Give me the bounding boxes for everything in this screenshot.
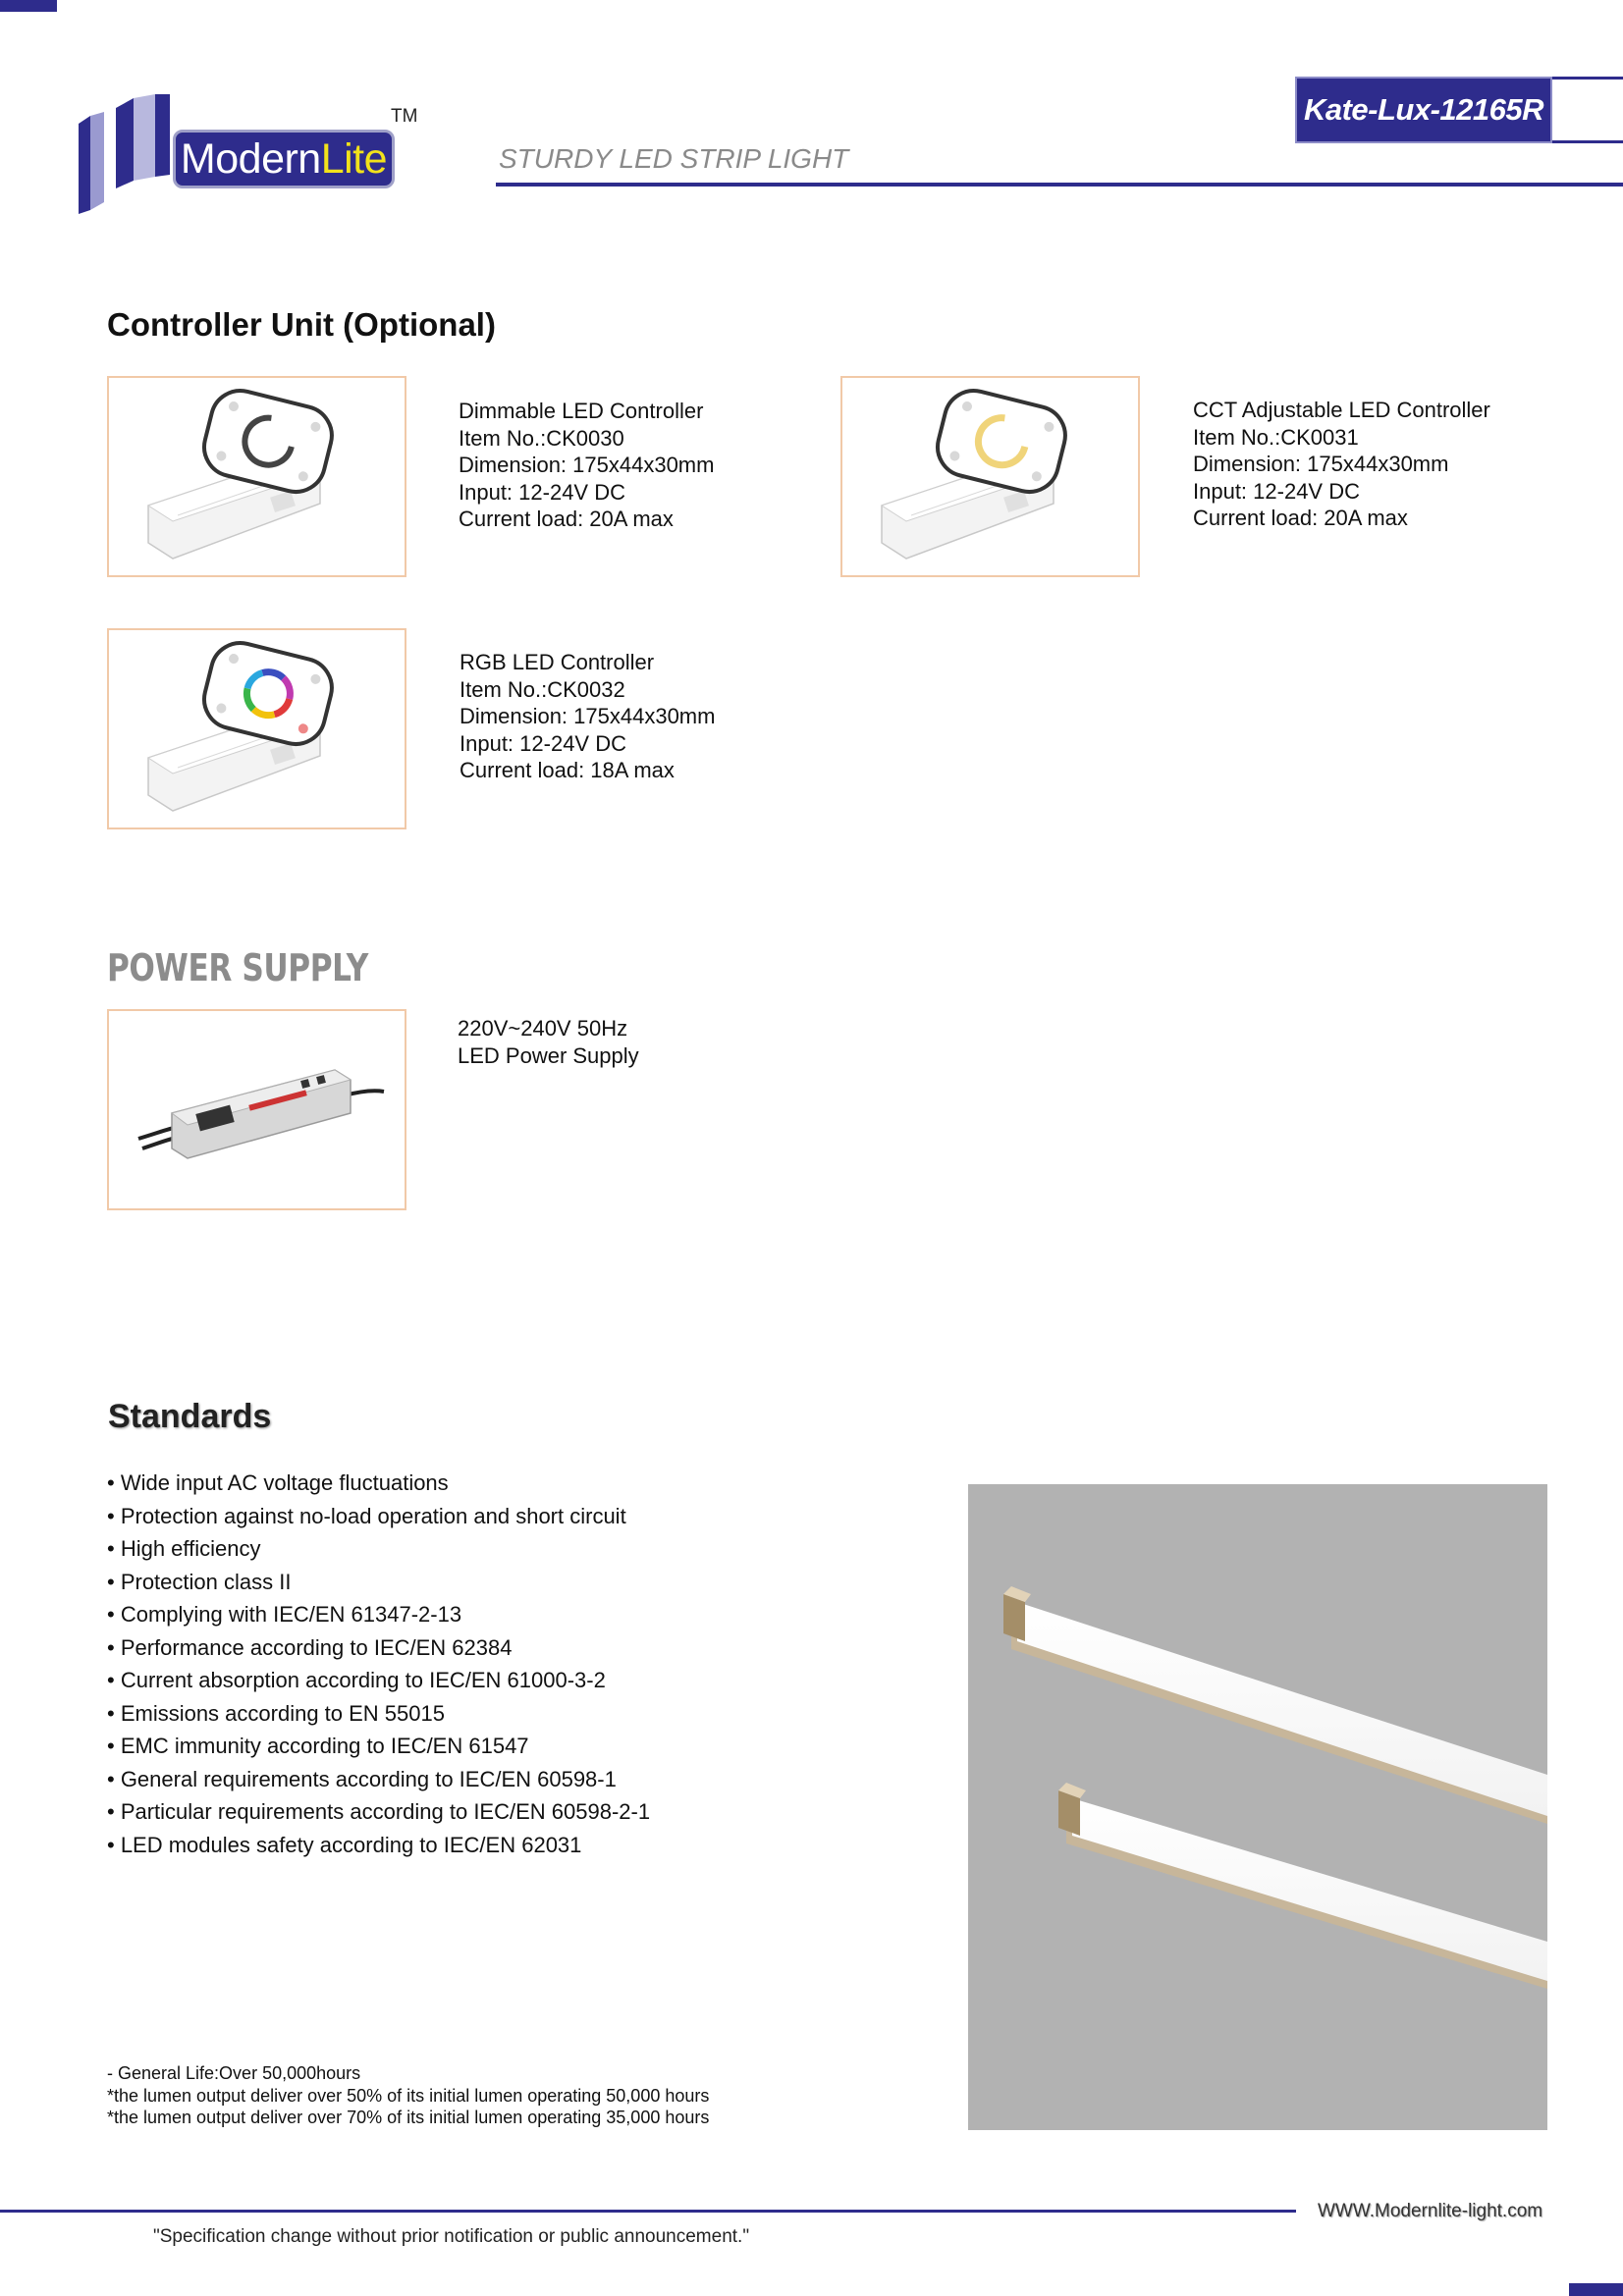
power-supply-title: POWER SUPPLY: [107, 946, 368, 989]
spec-line: LED Power Supply: [458, 1042, 639, 1068]
list-item: • Emissions according to EN 55015: [107, 1700, 445, 1726]
spec-line: Current load: 18A max: [460, 758, 675, 782]
led-strip-photo: [968, 1484, 1547, 2130]
controller-section-title: Controller Unit (Optional): [107, 306, 496, 343]
lifetime-note: *the lumen output deliver over 50% of its initial lumen operating 50,000 hours: [107, 2085, 710, 2106]
rgb-controller-specs: [460, 649, 715, 784]
standards-list: [107, 1467, 650, 1861]
led-strip-profile-photo-icon: [968, 1484, 1547, 2130]
dimmer-remote-controller-icon: [109, 378, 406, 577]
list-item: • LED modules safety according to IEC/EN 62031: [107, 1832, 582, 1857]
logo-word-modern: Modern: [180, 134, 321, 183]
spec-line: Dimmable LED Controller: [459, 399, 704, 423]
model-badge-rule-bottom: [1552, 140, 1623, 143]
spec-line: 220V~240V 50Hz: [458, 1016, 628, 1041]
spec-line: Dimension: 175x44x30mm: [459, 453, 715, 477]
spec-line: Item No.:CK0032: [460, 676, 625, 702]
rgb-remote-controller-icon: [109, 630, 406, 829]
spec-line: Input: 12-24V DC: [459, 479, 625, 505]
corner-accent-top: [0, 0, 57, 12]
spec-line: Item No.:CK0030: [459, 425, 624, 451]
power-supply-image: [107, 1009, 406, 1210]
cct-controller-specs: [1193, 397, 1490, 532]
led-driver-icon: [109, 1011, 406, 1210]
lifetime-note: *the lumen output deliver over 70% of its initial lumen operating 35,000 hours: [107, 2108, 710, 2127]
model-badge-rule-top: [1552, 77, 1623, 80]
standards-title: Standards: [108, 1398, 272, 1435]
spec-line: Current load: 20A max: [1193, 506, 1408, 530]
spec-line: Input: 12-24V DC: [1193, 478, 1360, 504]
trademark-mark: TM: [391, 106, 418, 127]
logo-wordmark: [173, 130, 395, 188]
cct-remote-controller-icon: [842, 378, 1140, 577]
spec-line: Dimension: 175x44x30mm: [460, 704, 716, 728]
spec-line: RGB LED Controller: [460, 650, 655, 674]
list-item: • Wide input AC voltage fluctuations: [107, 1470, 449, 1495]
dimmable-controller-image: [107, 376, 406, 577]
list-item: • Performance according to IEC/EN 62384: [107, 1634, 513, 1660]
spec-line: Current load: 20A max: [459, 507, 674, 531]
cct-controller-image: [840, 376, 1140, 577]
list-item: • General requirements according to IEC/EN 60598-1: [107, 1766, 617, 1791]
dimmable-controller-specs: [459, 398, 714, 533]
logo-bars-icon: [77, 94, 175, 217]
list-item: • Complying with IEC/EN 61347-2-13: [107, 1602, 462, 1627]
model-number: Kate-Lux-12165R: [1303, 92, 1544, 127]
list-item: • High efficiency: [107, 1536, 261, 1561]
footer-divider: [0, 2210, 1296, 2213]
product-subtitle: STURDY LED STRIP LIGHT: [499, 143, 849, 174]
footer-disclaimer: "Specification change without prior notification or public announcement.": [153, 2226, 750, 2247]
list-item: • Protection class II: [107, 1569, 292, 1594]
model-badge: [1295, 77, 1552, 143]
spec-line: CCT Adjustable LED Controller: [1193, 398, 1490, 422]
list-item: • Particular requirements according to IEC/EN 60598-2-1: [107, 1799, 651, 1824]
logo-word-lite: Lite: [320, 134, 388, 183]
header-divider: [496, 183, 1623, 187]
lifetime-note: - General Life:Over 50,000hours: [107, 2063, 361, 2083]
corner-accent-bottom: [1569, 2283, 1623, 2296]
list-item: • Current absorption according to IEC/EN 61000-3-2: [107, 1668, 606, 1692]
spec-line: Input: 12-24V DC: [460, 730, 626, 756]
list-item: • Protection against no-load operation and short circuit: [107, 1503, 626, 1528]
power-supply-specs: [458, 1015, 639, 1069]
list-item: • EMC immunity according to IEC/EN 61547: [107, 1734, 529, 1758]
spec-line: Dimension: 175x44x30mm: [1193, 452, 1449, 476]
footer-website[interactable]: WWW.Modernlite-light.com: [1318, 2201, 1543, 2221]
spec-line: Item No.:CK0031: [1193, 424, 1359, 450]
lifetime-notes: [107, 2062, 709, 2129]
brand-logo: [77, 94, 430, 222]
rgb-controller-image: [107, 628, 406, 829]
